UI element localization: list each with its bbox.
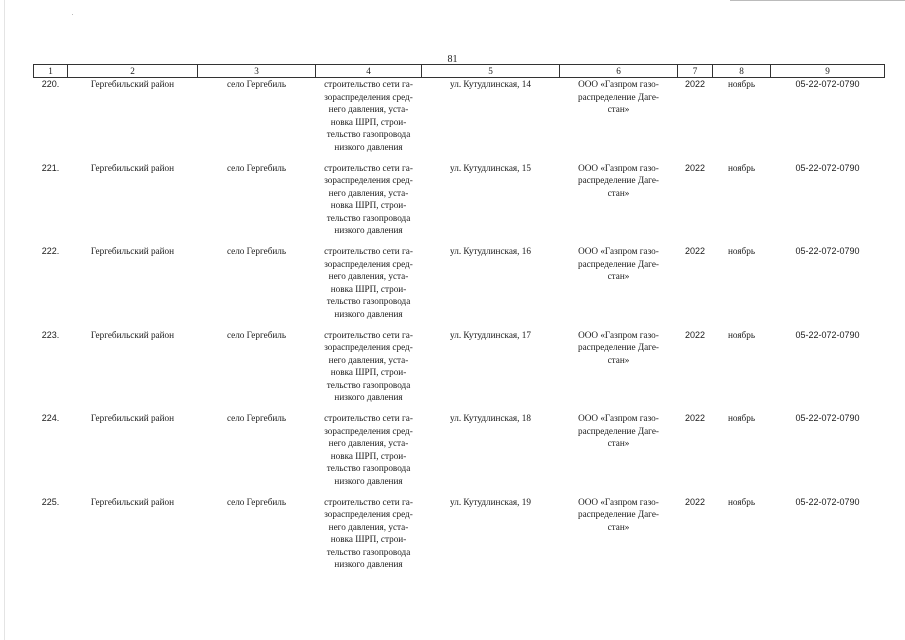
month-cell: ноябрь xyxy=(727,413,756,424)
work-description-line: низкого давления xyxy=(334,225,403,236)
code-cell: 05-22-072-0790 xyxy=(795,246,860,257)
year-cell: 2022 xyxy=(684,496,706,507)
work-description-line: новка ШРП, строи- xyxy=(330,367,407,378)
district-cell: Гергебильский район xyxy=(90,329,175,340)
work-description-line: строительство сети га- xyxy=(324,79,413,89)
work-description-line: строительство сети га- xyxy=(324,496,413,507)
work-description-line: тельство газопровода xyxy=(326,212,411,223)
work-description-line: зораспределения сред- xyxy=(324,258,413,269)
organization-line: распределение Даге- xyxy=(578,425,659,436)
work-description-line: тельство газопровода xyxy=(326,379,411,390)
work-description-cell xyxy=(316,162,422,246)
table-row xyxy=(34,162,885,246)
work-description-line: зораспределения сред- xyxy=(324,342,413,353)
work-description-cell xyxy=(316,245,422,329)
district-cell: Гергебильский район xyxy=(90,413,175,424)
organization-line: стан» xyxy=(607,438,630,449)
row-number: 223. xyxy=(41,329,60,340)
work-description-line: зораспределения сред- xyxy=(324,91,413,102)
organization-line: распределение Даге- xyxy=(578,342,659,353)
work-description-line: зораспределения сред- xyxy=(324,509,413,520)
work-description-line: него давления, уста- xyxy=(328,271,409,282)
code-cell: 05-22-072-0790 xyxy=(795,79,860,89)
organization-line: стан» xyxy=(607,187,630,198)
row-number: 224. xyxy=(41,413,60,424)
organization-line: ООО «Газпром газо- xyxy=(578,246,659,257)
work-description-line: строительство сети га- xyxy=(324,162,413,173)
district-cell: Гергебильский район xyxy=(90,162,175,173)
scan-artifact-dot xyxy=(72,14,73,15)
column-header: 7 xyxy=(678,65,713,78)
year-cell: 2022 xyxy=(684,329,706,340)
work-description-line: новка ШРП, строи- xyxy=(330,450,407,461)
page-number: 81 xyxy=(447,54,458,65)
address-cell: ул. Кутудлинская, 15 xyxy=(450,162,531,173)
table-row xyxy=(34,245,885,329)
organization-cell xyxy=(560,496,678,580)
registry-table xyxy=(33,64,885,580)
organization-line: распределение Даге- xyxy=(578,175,659,186)
year-cell: 2022 xyxy=(684,79,706,89)
work-description-line: строительство сети га- xyxy=(324,329,413,340)
table-row xyxy=(34,78,885,162)
work-description-line: низкого давления xyxy=(334,308,403,319)
settlement-cell: село Гергебиль xyxy=(226,496,287,507)
address-cell: ул. Кутудлинская, 17 xyxy=(450,329,531,340)
column-header: 8 xyxy=(713,65,771,78)
address-cell: ул. Кутудлинская, 16 xyxy=(450,246,531,257)
work-description-cell xyxy=(316,78,422,162)
organization-line: распределение Даге- xyxy=(578,258,659,269)
month-cell: ноябрь xyxy=(727,329,756,340)
work-description-cell xyxy=(316,412,422,496)
column-header: 2 xyxy=(68,65,198,78)
year-cell: 2022 xyxy=(684,162,706,173)
month-cell: ноябрь xyxy=(727,79,756,89)
address-cell: ул. Кутудлинская, 18 xyxy=(450,413,531,424)
column-header: 1 xyxy=(34,65,68,78)
table-row xyxy=(34,496,885,580)
work-description-line: низкого давления xyxy=(334,141,403,152)
work-description-line: него давления, уста- xyxy=(328,187,409,198)
column-header: 3 xyxy=(198,65,316,78)
code-cell: 05-22-072-0790 xyxy=(795,496,860,507)
work-description-line: низкого давления xyxy=(334,475,403,486)
row-number: 220. xyxy=(41,79,60,89)
work-description-line: новка ШРП, строи- xyxy=(330,116,407,127)
organization-cell xyxy=(560,245,678,329)
organization-line: стан» xyxy=(607,354,630,365)
organization-line: ООО «Газпром газо- xyxy=(578,79,659,89)
work-description-line: тельство газопровода xyxy=(326,296,411,307)
work-description-line: зораспределения сред- xyxy=(324,175,413,186)
work-description-line: него давления, уста- xyxy=(328,104,409,114)
table-body xyxy=(34,78,885,580)
work-description-line: новка ШРП, строи- xyxy=(330,200,407,211)
work-description-line: низкого давления xyxy=(334,559,403,570)
organization-line: распределение Даге- xyxy=(578,509,659,520)
organization-line: ООО «Газпром газо- xyxy=(578,329,659,340)
scan-artifact-line xyxy=(4,0,5,640)
column-number-header xyxy=(34,65,885,78)
district-cell: Гергебильский район xyxy=(90,246,175,257)
table-row xyxy=(34,412,885,496)
column-header: 6 xyxy=(560,65,678,78)
work-description-line: него давления, уста- xyxy=(328,438,409,449)
scan-artifact-line xyxy=(730,0,905,1)
column-header: 4 xyxy=(316,65,422,78)
work-description-line: него давления, уста- xyxy=(328,354,409,365)
organization-line: ООО «Газпром газо- xyxy=(578,162,659,173)
settlement-cell: село Гергебиль xyxy=(226,246,287,257)
organization-line: ООО «Газпром газо- xyxy=(578,413,659,424)
settlement-cell: село Гергебиль xyxy=(226,329,287,340)
code-cell: 05-22-072-0790 xyxy=(795,329,860,340)
work-description-line: новка ШРП, строи- xyxy=(330,534,407,545)
work-description-line: тельство газопровода xyxy=(326,129,411,139)
organization-line: стан» xyxy=(607,271,630,282)
district-cell: Гергебильский район xyxy=(90,79,175,89)
organization-cell xyxy=(560,329,678,413)
row-number: 225. xyxy=(41,496,60,507)
organization-line: ООО «Газпром газо- xyxy=(578,496,659,507)
column-header: 5 xyxy=(422,65,560,78)
year-cell: 2022 xyxy=(684,246,706,257)
work-description-cell xyxy=(316,496,422,580)
row-number: 222. xyxy=(41,246,60,257)
organization-line: стан» xyxy=(607,521,630,532)
month-cell: ноябрь xyxy=(727,246,756,257)
work-description-line: строительство сети га- xyxy=(324,246,413,257)
address-cell: ул. Кутудлинская, 19 xyxy=(450,496,531,507)
organization-cell xyxy=(560,412,678,496)
code-cell: 05-22-072-0790 xyxy=(795,162,860,173)
settlement-cell: село Гергебиль xyxy=(226,79,287,89)
settlement-cell: село Гергебиль xyxy=(226,162,287,173)
month-cell: ноябрь xyxy=(727,496,756,507)
district-cell: Гергебильский район xyxy=(90,496,175,507)
organization-cell xyxy=(560,78,678,162)
work-description-line: зораспределения сред- xyxy=(324,425,413,436)
work-description-line: низкого давления xyxy=(334,392,403,403)
settlement-cell: село Гергебиль xyxy=(226,413,287,424)
organization-line: стан» xyxy=(607,104,630,114)
organization-line: распределение Даге- xyxy=(578,91,659,102)
address-cell: ул. Кутудлинская, 14 xyxy=(450,79,531,89)
work-description-line: строительство сети га- xyxy=(324,413,413,424)
work-description-line: тельство газопровода xyxy=(326,546,411,557)
work-description-line: новка ШРП, строи- xyxy=(330,283,407,294)
year-cell: 2022 xyxy=(684,413,706,424)
organization-cell xyxy=(560,162,678,246)
table-row xyxy=(34,329,885,413)
code-cell: 05-22-072-0790 xyxy=(795,413,860,424)
row-number: 221. xyxy=(41,162,60,173)
work-description-cell xyxy=(316,329,422,413)
month-cell: ноябрь xyxy=(727,162,756,173)
column-header: 9 xyxy=(771,65,885,78)
work-description-line: него давления, уста- xyxy=(328,521,409,532)
work-description-line: тельство газопровода xyxy=(326,463,411,474)
